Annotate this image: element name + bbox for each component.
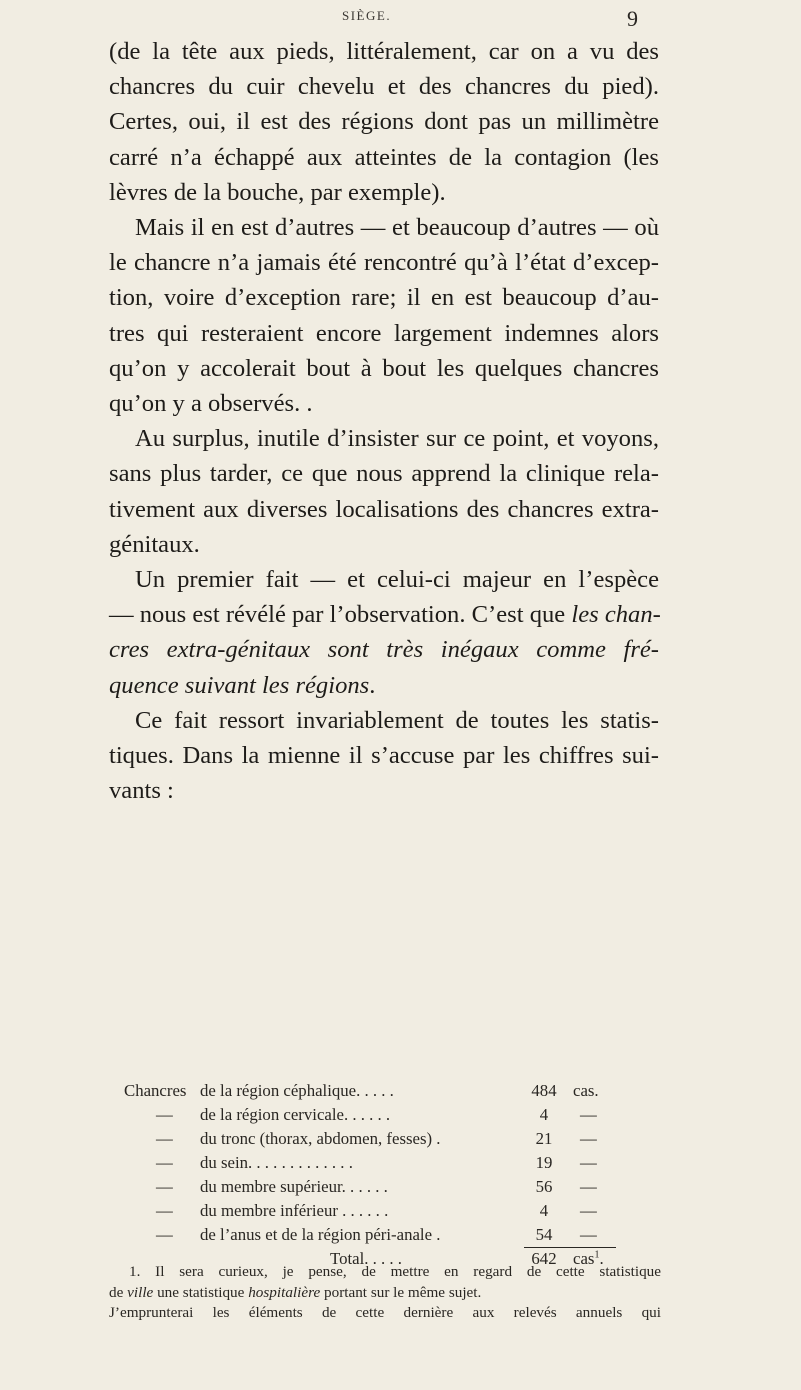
text-line: Mais il en est d’autres — et beaucoup d’autres — où — [135, 214, 659, 242]
text-line: Ce fait ressort invariablement de toutes les statis- — [135, 706, 659, 734]
case-count: 4 — [539, 1201, 549, 1220]
ditto-mark: — — [580, 1177, 597, 1196]
text-line: tion, voire d’exception rare; il en est beaucoup d’au- — [109, 284, 659, 312]
text-span: . — [599, 1249, 604, 1268]
text-line: le chancre n’a jamais été rencontré qu’à l’état d’excep- — [109, 249, 659, 277]
ditto-mark: — — [156, 1177, 173, 1196]
table-row — [124, 1225, 664, 1249]
paragraph-3 — [109, 421, 659, 562]
table-row — [124, 1129, 664, 1153]
region-name: du membre supérieur. . . . . . — [200, 1177, 388, 1196]
text-line: (de la tête aux pieds, littéralement, car on a vu des — [109, 38, 659, 65]
case-count: 54 — [535, 1225, 553, 1244]
case-count: 484 — [531, 1081, 557, 1100]
text-line: sans plus tarder, ce que nous apprend la clinique rela- — [109, 460, 659, 488]
text-line: qu’on y accolerait bout à bout les quelques chancres — [109, 354, 659, 382]
page-header — [0, 0, 801, 30]
paragraph-2 — [109, 210, 659, 421]
ditto-mark: — — [580, 1225, 597, 1244]
case-count: 19 — [535, 1153, 553, 1172]
text-line: chancres du cuir chevelu et des chancres du pied). — [109, 73, 659, 101]
text-line: carré n’a échappé aux atteintes de la contagion (les — [109, 143, 659, 171]
total-label: Total. . . . . — [330, 1249, 402, 1268]
region-name: du membre inférieur . . . . . . — [200, 1201, 389, 1220]
region-name: du tronc (thorax, abdomen, fesses) . — [200, 1129, 441, 1148]
region-name: de l’anus et de la région péri-anale . — [200, 1225, 441, 1244]
case-count: 21 — [535, 1129, 553, 1148]
text-line — [109, 632, 659, 667]
paragraph-4 — [109, 562, 659, 703]
text-line: qu’on y a observés. . — [109, 390, 313, 418]
footnote-line: 1. Il sera curieux, je pense, de mettre en regard de cette statistique — [129, 1263, 661, 1280]
ditto-mark: — — [156, 1201, 173, 1220]
table-row — [124, 1105, 664, 1129]
emphasis-text: les chan- — [571, 601, 661, 629]
footnote-ref: 1 — [594, 1249, 600, 1261]
total-rule — [524, 1247, 616, 1248]
emphasis-text: cres extra-génitaux sont très inégaux comme fré- — [109, 636, 659, 664]
emphasis-text: quence suivant les régions — [109, 671, 370, 699]
region-name: du sein. . . . . . . . . . . . . — [200, 1153, 353, 1172]
total-value: 642 — [531, 1249, 557, 1268]
text-line: Certes, oui, il est des régions dont pas un millimètre — [109, 108, 659, 136]
ditto-mark: — — [580, 1129, 597, 1148]
text-line: Au surplus, inutile d’insister sur ce point, et voyons, — [135, 425, 659, 453]
case-count: 4 — [539, 1105, 549, 1124]
footnote-line: J’emprunterai les éléments de cette dernière aux relevés annuels qui — [109, 1304, 661, 1321]
emphasis-text: ville — [127, 1283, 154, 1301]
running-head: SIÈGE. — [342, 8, 392, 23]
text-line: génitaux. — [109, 530, 200, 558]
table-row — [124, 1153, 664, 1177]
ditto-mark: — — [156, 1225, 173, 1244]
text-span: — nous est révélé par l’observation. C’est que — [109, 601, 572, 629]
text-line: tivement aux diverses localisations des chancres extra- — [109, 495, 659, 523]
text-line: lèvres de la bouche, par exemple). — [109, 178, 446, 206]
case-count: 56 — [535, 1177, 553, 1196]
ditto-mark: — — [580, 1105, 597, 1124]
table-row — [124, 1201, 664, 1225]
unit-label: cas. — [573, 1081, 599, 1100]
paragraph-5 — [109, 703, 659, 809]
text-span: portant sur le même sujet. — [320, 1283, 482, 1301]
row-label: Chancres — [124, 1081, 187, 1100]
ditto-mark: — — [580, 1153, 597, 1172]
unit-label: cas — [573, 1249, 595, 1268]
emphasis-text: hospitalière — [248, 1283, 321, 1301]
page-number: 9 — [627, 6, 638, 31]
text-line: tiques. Dans la mienne il s’accuse par les chiffres sui- — [109, 742, 659, 770]
text-line — [109, 668, 659, 703]
table-row — [124, 1081, 664, 1105]
text-line: tres qui resteraient encore largement indemnes alors — [109, 319, 659, 347]
ditto-mark: — — [156, 1129, 173, 1148]
text-span: une statistique — [153, 1283, 249, 1301]
footnote-line — [109, 1283, 661, 1304]
region-name: de la région céphalique. . . . . — [200, 1081, 394, 1100]
text-line — [109, 597, 659, 632]
statistics-table — [124, 1081, 664, 1279]
text-span: . — [369, 671, 376, 699]
paragraph-1 — [109, 34, 659, 210]
body-text — [109, 34, 659, 808]
text-span: de — [109, 1283, 128, 1301]
region-name: de la région cervicale. . . . . . — [200, 1105, 391, 1124]
ditto-mark: — — [580, 1201, 597, 1220]
ditto-mark: — — [156, 1153, 173, 1172]
table-row — [124, 1177, 664, 1201]
text-line: vants : — [109, 777, 174, 805]
text-line: Un premier fait — et celui-ci majeur en l’espèce — [135, 566, 659, 594]
ditto-mark: — — [156, 1105, 173, 1124]
footnote — [109, 1262, 661, 1324]
